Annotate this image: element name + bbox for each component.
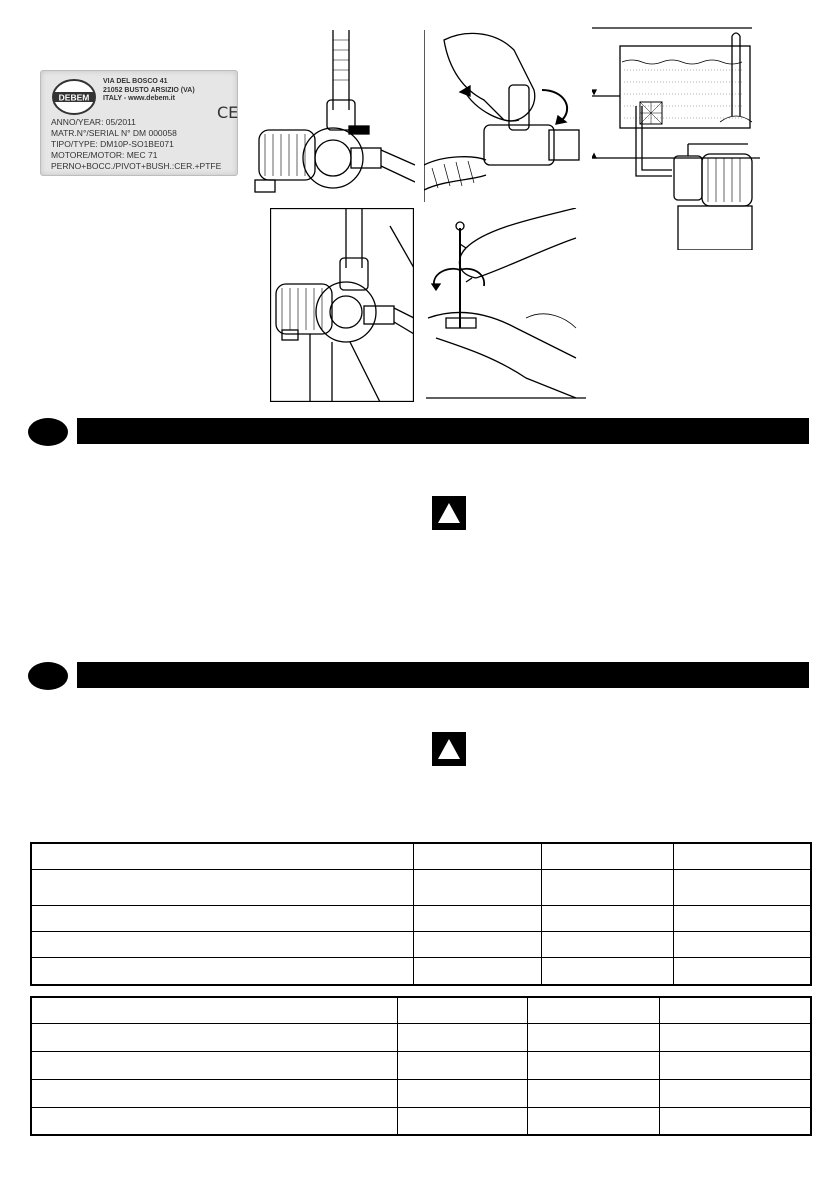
table-row: [31, 931, 811, 957]
table-cell: [673, 957, 811, 985]
table-cell: [31, 843, 413, 869]
section-badge: [28, 418, 68, 446]
spec-line: PERNO+BOCC./PIVOT+BUSH.:CER.+PTFE: [51, 161, 222, 171]
address-line: ITALY - www.debem.it: [103, 95, 175, 102]
table-cell: [397, 1079, 527, 1107]
table-cell: [673, 869, 811, 905]
table-cell: [31, 905, 413, 931]
table-cell: [659, 1107, 811, 1135]
table-cell: [31, 997, 397, 1023]
table-cell: [527, 1023, 659, 1051]
table-cell: [31, 931, 413, 957]
table-cell: [527, 1107, 659, 1135]
nameplate: [40, 70, 238, 176]
table-cell: [527, 1051, 659, 1079]
debem-logo-icon: [51, 77, 97, 117]
table-cell: [659, 1051, 811, 1079]
table-cell: [541, 957, 673, 985]
section-badge: [28, 662, 68, 690]
table-cell: [659, 1079, 811, 1107]
warning-triangle-icon: [432, 496, 466, 530]
data-table: [30, 842, 812, 986]
table-cell: [397, 1051, 527, 1079]
table-row: [31, 869, 811, 905]
table-cell: [413, 957, 541, 985]
table-cell: [541, 869, 673, 905]
section-header-bar: [77, 418, 809, 444]
spec-line: MOTORE/MOTOR: MEC 71: [51, 150, 158, 160]
nameplate-specs: [51, 117, 221, 172]
table-row: [31, 997, 811, 1023]
valve-turning-illustration: [424, 30, 588, 202]
impeller-removal-illustration: [426, 208, 586, 402]
table-row: [31, 1051, 811, 1079]
table-cell: [659, 1023, 811, 1051]
table-cell: [413, 905, 541, 931]
table-cell: [31, 957, 413, 985]
table-row: [31, 1107, 811, 1135]
table-cell: [397, 1023, 527, 1051]
section-header-bar: [77, 662, 809, 688]
table-cell: [541, 931, 673, 957]
table-cell: [413, 931, 541, 957]
pump-connection-illustration: [245, 30, 415, 202]
address-line: VIA DEL BOSCO 41: [103, 78, 168, 85]
table-cell: [413, 843, 541, 869]
table-cell: [31, 1051, 397, 1079]
table-cell: [659, 997, 811, 1023]
table-row: [31, 1079, 811, 1107]
table-cell: [397, 1107, 527, 1135]
spec-line: MATR.N°/SERIAL N° DM 000058: [51, 128, 177, 138]
table-cell: [673, 843, 811, 869]
table-cell: [673, 931, 811, 957]
table-cell: [541, 843, 673, 869]
nameplate-address: [103, 78, 195, 104]
table-cell: [31, 869, 413, 905]
ce-mark: CE: [217, 103, 239, 122]
table-cell: [527, 1079, 659, 1107]
brand-logo-text: DEBEM: [58, 92, 90, 103]
pump-drain-illustration: [270, 208, 414, 402]
address-line: 21052 BUSTO ARSIZIO (VA): [103, 86, 195, 94]
spec-line: TIPO/TYPE: DM10P-SO1BE071: [51, 139, 174, 149]
table-cell: [31, 1079, 397, 1107]
tank-installation-illustration: [592, 26, 760, 250]
table-cell: [541, 905, 673, 931]
table-row: [31, 905, 811, 931]
table-cell: [413, 869, 541, 905]
table-cell: [31, 1107, 397, 1135]
table-row: [31, 957, 811, 985]
table-cell: [527, 997, 659, 1023]
table-row: [31, 843, 811, 869]
spec-line: ANNO/YEAR: 05/2011: [51, 117, 136, 127]
table-row: [31, 1023, 811, 1051]
data-table: [30, 996, 812, 1136]
table-cell: [673, 905, 811, 931]
table-cell: [31, 1023, 397, 1051]
table-cell: [397, 997, 527, 1023]
warning-triangle-icon: [432, 732, 466, 766]
